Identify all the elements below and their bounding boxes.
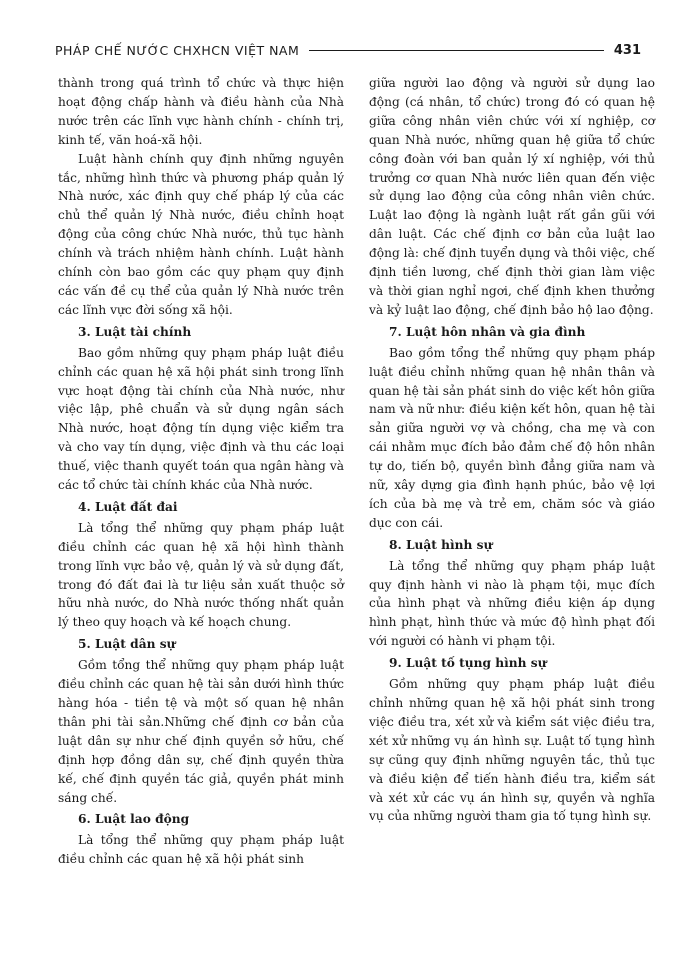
- section-heading: 7. Luật hôn nhân và gia đình: [389, 324, 586, 339]
- header-rule: [309, 50, 604, 51]
- paragraph: Là tổng thể những quy phạm pháp luật điều chỉnh các quan hệ xã hội hình thành trong lĩnh vực bảo vệ, quản lý và sử dụng đất, trong đó đất đai là tư liệu sản xuất thuộc sở hữu nhà nước, do Nhà nước thống nhất quản lý theo quy hoạch và kế hoạch chung.: [58, 520, 344, 630]
- section-heading: 5. Luật dân sự: [78, 637, 176, 652]
- paragraph: Gồm tổng thể những quy phạm pháp luật điều chỉnh các quan hệ tài sản dưới hình thức hàng hóa - tiền tệ và một số quan hệ nhân thân phi tài sản.Những chế định cơ bản của luật dân sự như chế định quyền sở hữu, chế định hợp đồng dân sự, chế định quyền thừa kế, chế định quyền tác giả, quyền phát minh sáng chế.: [58, 658, 344, 805]
- paragraph: Là tổng thể những quy phạm pháp luật điều chỉnh các quan hệ xã hội phát sinh: [58, 833, 344, 867]
- section-heading: 9. Luật tố tụng hình sự: [389, 656, 547, 671]
- paragraph: Bao gồm tổng thể những quy phạm pháp luật điều chỉnh những quan hệ nhân thân và quan hệ tài sản phát sinh do việc kết hôn giữa nam và nữ như: điều kiện kết hôn, quan hệ tài sản giữa người vợ và chồng, cha mẹ và con cái nhằm mục đích bảo đảm chế độ hôn nhân tự do, tiến bộ, quyền bình đẳng giữa nam và nữ, xây dựng gia đình hạnh phúc, bảo vệ lợi ích của bà mẹ và trẻ em, chăm sóc và giáo dục con cái.: [369, 345, 655, 530]
- paragraph: Bao gồm những quy phạm pháp luật điều chỉnh các quan hệ xã hội phát sinh trong lĩnh vực hoạt động tài chính của Nhà nước, như việc lập, phê chuẩn và sử dụng ngân sách Nhà nước, hoạt động tín dụng việc kiểm tra và cho vay tín dụng, việc định và thu các loại thuế, việc thanh quyết toán qua ngân hàng và các tổ chức tài chính khác của Nhà nước.: [58, 345, 344, 493]
- page-number: 431: [613, 42, 641, 58]
- section-heading: 3. Luật tài chính: [78, 324, 192, 339]
- section-heading: 6. Luật lao động: [78, 812, 190, 827]
- paragraph: Gồm những quy phạm pháp luật điều chỉnh những quan hệ xã hội phát sinh trong việc điều tra, xét xử và kiểm sát việc điều tra, xét xử những vụ án hình sự. Luật tố tụng hình sự cũng quy định những nguyên tắc, thủ tục và điều kiện để tiến hành điều tra, kiểm sát và xét xử các vụ án hình sự, quyền và nghĩa vụ của những người tham gia tố tụng hình sự.: [369, 677, 655, 824]
- left-column: [58, 74, 344, 869]
- section-heading: 4. Luật đất đai: [78, 499, 178, 514]
- right-column: [369, 74, 655, 826]
- paragraph: Là tổng thể những quy phạm pháp luật quy định hành vi nào là phạm tội, mục đích của hình phạt và những điều kiện áp dụng hình phạt, hình thức và mức độ hình phạt đối với người có hành vi phạm tội.: [369, 558, 655, 649]
- paragraph: thành trong quá trình tổ chức và thực hiện hoạt động chấp hành và điều hành của Nhà nước trên các lĩnh vực hành chính - chính trị, kinh tế, văn hoá-xã hội.: [58, 76, 344, 147]
- running-header: [55, 40, 641, 60]
- paragraph: giữa người lao động và người sử dụng lao động (cá nhân, tổ chức) trong đó có quan hệ giữa công nhân viên chức với xí nghiệp, cơ quan Nhà nước, những quan hệ giữa tổ chức công đoàn với ban quản lý xí nghiệp, với thủ trưởng cơ quan Nhà nước liên quan đến việc sử dụng lao động của công nhân viên chức. Luật lao động là ngành luật rất gần gũi với dân luật. Các chế định cơ bản của luật lao động là: chế định tuyển dụng và thôi việc, chế định tiền lương, chế định thời gian làm việc và thời gian nghỉ ngơi, chế định khen thưởng và kỷ luật lao động, chế định bảo hộ lao động.: [369, 76, 655, 317]
- section-heading: 8. Luật hình sự: [389, 537, 493, 552]
- running-title: PHÁP CHẾ NƯỚC CHXHCN VIỆT NAM: [55, 42, 300, 58]
- paragraph: Luật hành chính quy định những nguyên tắc, những hình thức và phương pháp quản lý Nhà nước, xác định quy chế pháp lý của các chủ thể quản lý Nhà nước, điều chỉnh hoạt động của công chức Nhà nước, thủ tục hành chính và trách nhiệm hành chính. Luật hành chính còn bao gồm các quy phạm quy định các vấn đề cụ thể của quản lý Nhà nước trên các lĩnh vực đời sống xã hội.: [58, 151, 344, 317]
